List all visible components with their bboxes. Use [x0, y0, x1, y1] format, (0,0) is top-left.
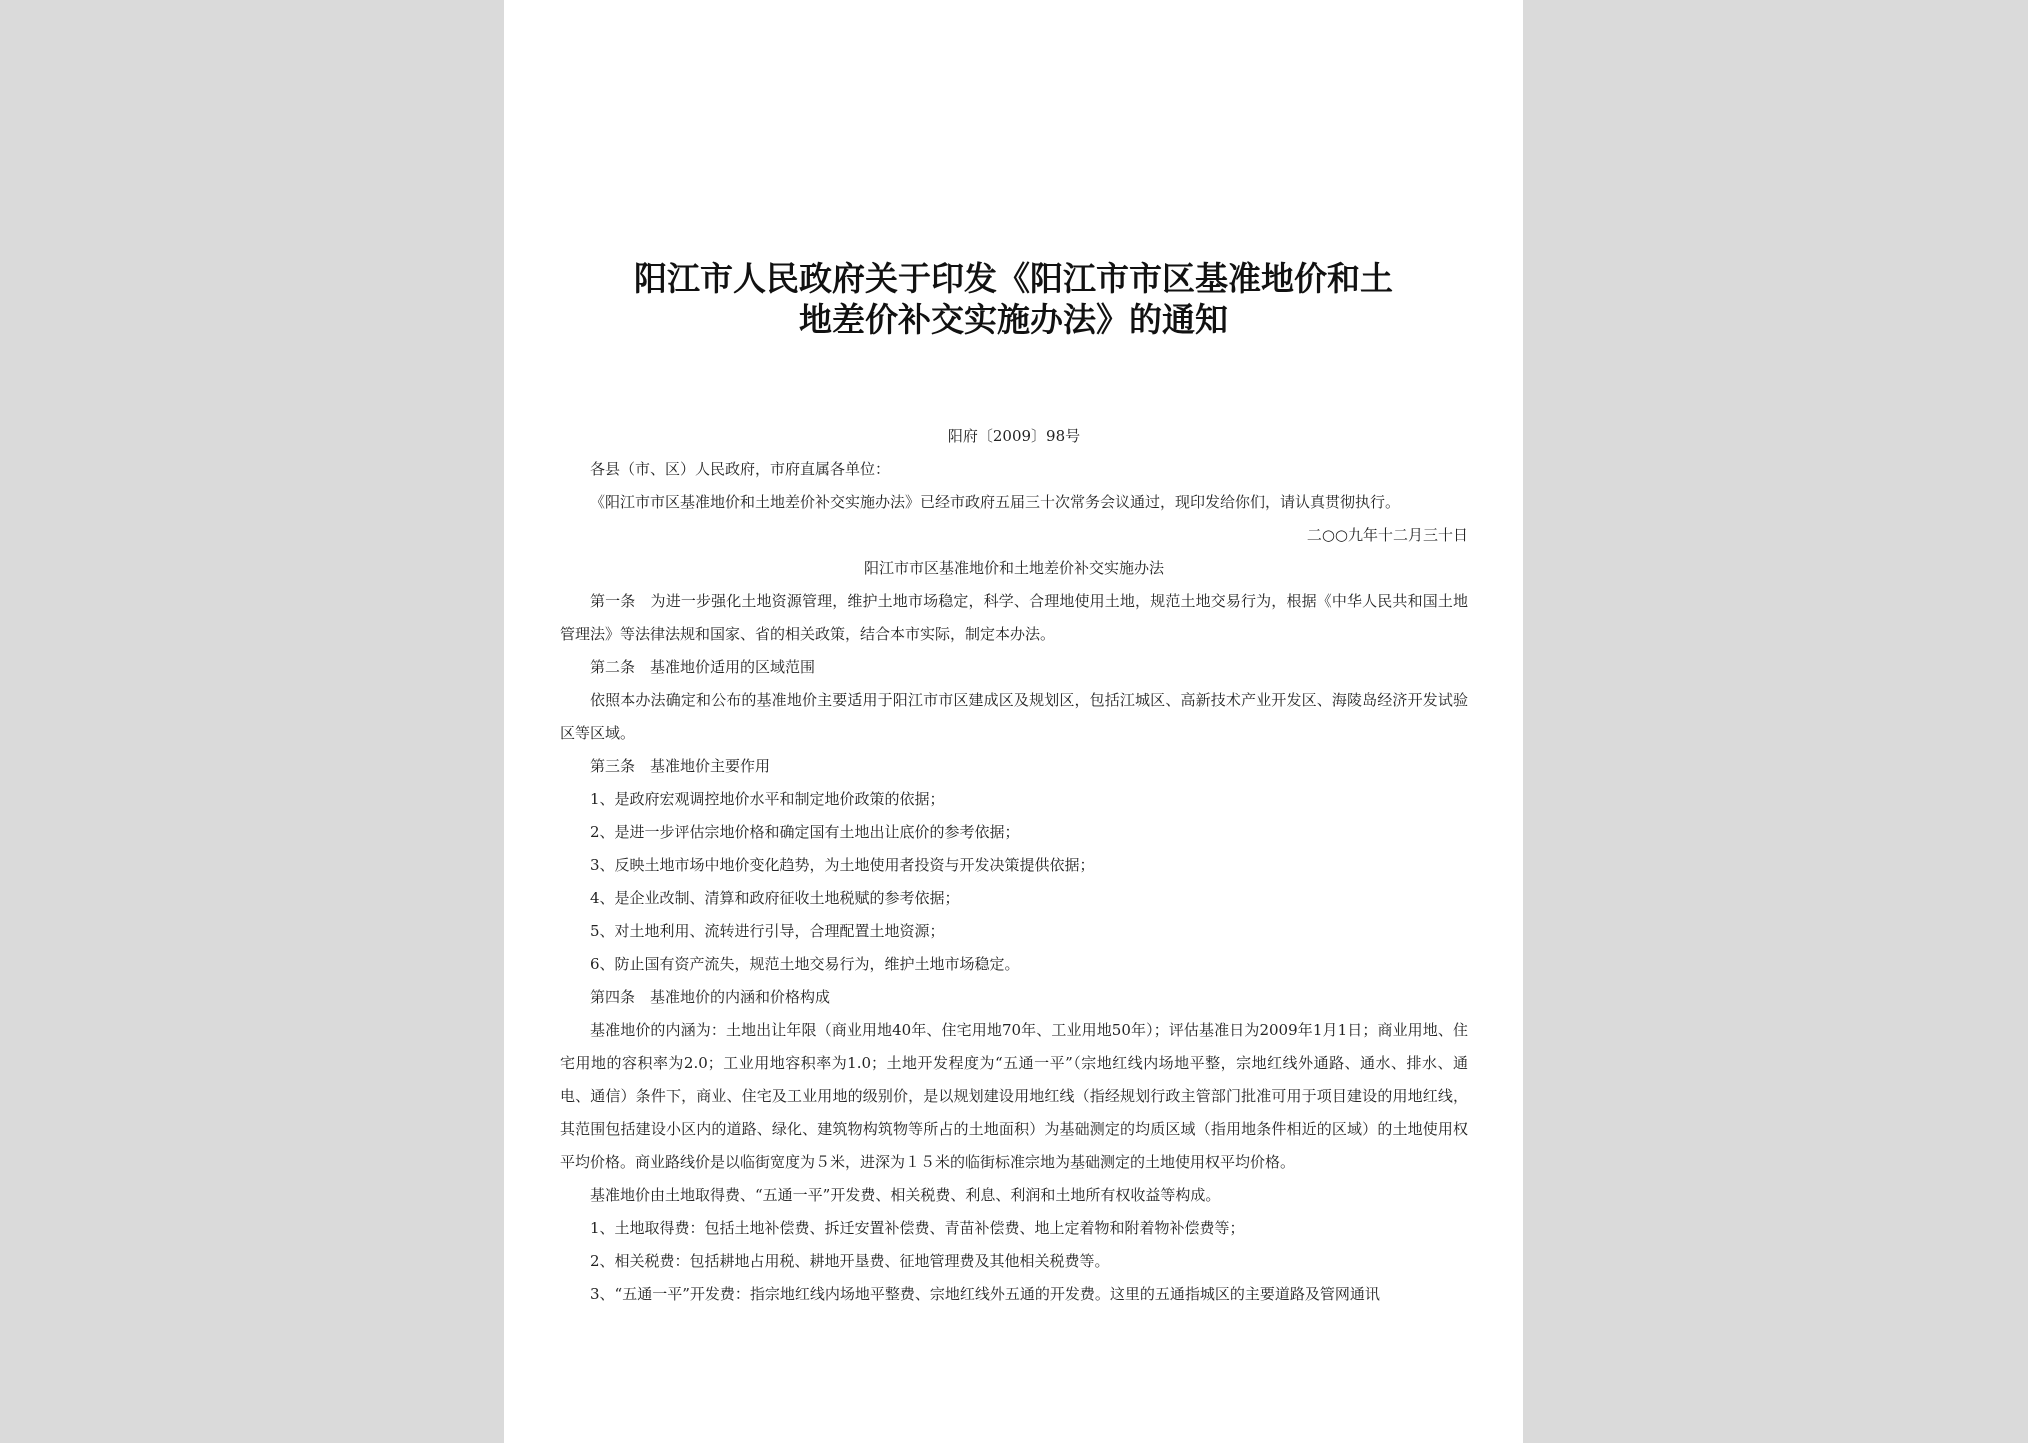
article-4-body: 基准地价的内涵为：土地出让年限（商业用地40年、住宅用地70年、工业用地50年）；评估基准日为2009年1月1日；商业用地、住宅用地的容积率为2.0；工业用地容积率为1.0；土地开发程度为“五通一平”（宗地红线内场地平整，宗地红线外通路、通水、排水、通电、通信）条件下，商业、住宅及工业用地的级别价，是以规划建设用地红线（指经规划行政主管部门批准可用于项目建设的用地红线，其范围包括建设小区内的道路、绿化、建筑物构筑物等所占的土地面积）为基础测定的均质区域（指用地条件相近的区域）的土地使用权平均价格。商业路线价是以临街宽度为５米，进深为１５米的临街标准宗地为基础测定的土地使用权平均价格。: [560, 1021, 1468, 1171]
article-3-item: 2、是进一步评估宗地价格和确定国有土地出让底价的参考依据；: [590, 823, 1020, 841]
article-4-item: 2、相关税费：包括耕地占用税、耕地开垦费、征地管理费及其他相关税费等。: [590, 1252, 1110, 1270]
title-line-2: 地差价补交实施办法》的通知: [799, 300, 1228, 339]
article-1: 第一条 为进一步强化土地资源管理，维护土地市场稳定，科学、合理地使用土地，规范土地交易行为，根据《中华人民共和国土地管理法》等法律法规和国家、省的相关政策，结合本市实际，制定本办法。: [560, 592, 1468, 643]
issue-date: 二○○九年十二月三十日: [1306, 526, 1468, 544]
doc-number: 阳府〔2009〕98号: [947, 427, 1081, 445]
article-4-item: 1、土地取得费：包括土地补偿费、拆迁安置补偿费、青苗补偿费、地上定着物和附着物补偿费等；: [590, 1219, 1245, 1237]
sub-title: 阳江市市区基准地价和土地差价补交实施办法: [863, 559, 1164, 577]
title-line-1: 阳江市人民政府关于印发《阳江市市区基准地价和土: [634, 259, 1393, 298]
article-3-item: 4、是企业改制、清算和政府征收土地税赋的参考依据；: [590, 889, 960, 907]
document-body: [560, 420, 1468, 1311]
article-3-heading: 第三条 基准地价主要作用: [590, 757, 771, 775]
article-3-item: 3、反映土地市场中地价变化趋势，为土地使用者投资与开发决策提供依据；: [590, 856, 1095, 874]
article-2-body: 依照本办法确定和公布的基准地价主要适用于阳江市市区建成区及规划区，包括江城区、高新技术产业开发区、海陵岛经济开发试验区等区域。: [560, 691, 1468, 742]
article-3-item: 5、对土地利用、流转进行引导，合理配置土地资源；: [590, 922, 945, 940]
article-2-heading: 第二条 基准地价适用的区域范围: [590, 658, 816, 676]
article-4-composition: 基准地价由土地取得费、“五通一平”开发费、相关税费、利息、利润和土地所有权收益等构成。: [590, 1186, 1221, 1204]
document-page: [504, 0, 1523, 1443]
article-3-item: 6、防止国有资产流失，规范土地交易行为，维护土地市场稳定。: [590, 955, 1020, 973]
document-title: [544, 258, 1483, 340]
article-4-heading: 第四条 基准地价的内涵和价格构成: [590, 988, 831, 1006]
salutation: 各县（市、区）人民政府，市府直属各单位：: [590, 460, 891, 478]
intro-paragraph: 《阳江市市区基准地价和土地差价补交实施办法》已经市政府五届三十次常务会议通过，现印发给你们，请认真贯彻执行。: [590, 493, 1401, 511]
article-4-item: 3、“五通一平”开发费：指宗地红线内场地平整费、宗地红线外五通的开发费。这里的五通指城区的主要道路及管网通讯: [590, 1285, 1380, 1303]
article-3-item: 1、是政府宏观调控地价水平和制定地价政策的依据；: [590, 790, 945, 808]
